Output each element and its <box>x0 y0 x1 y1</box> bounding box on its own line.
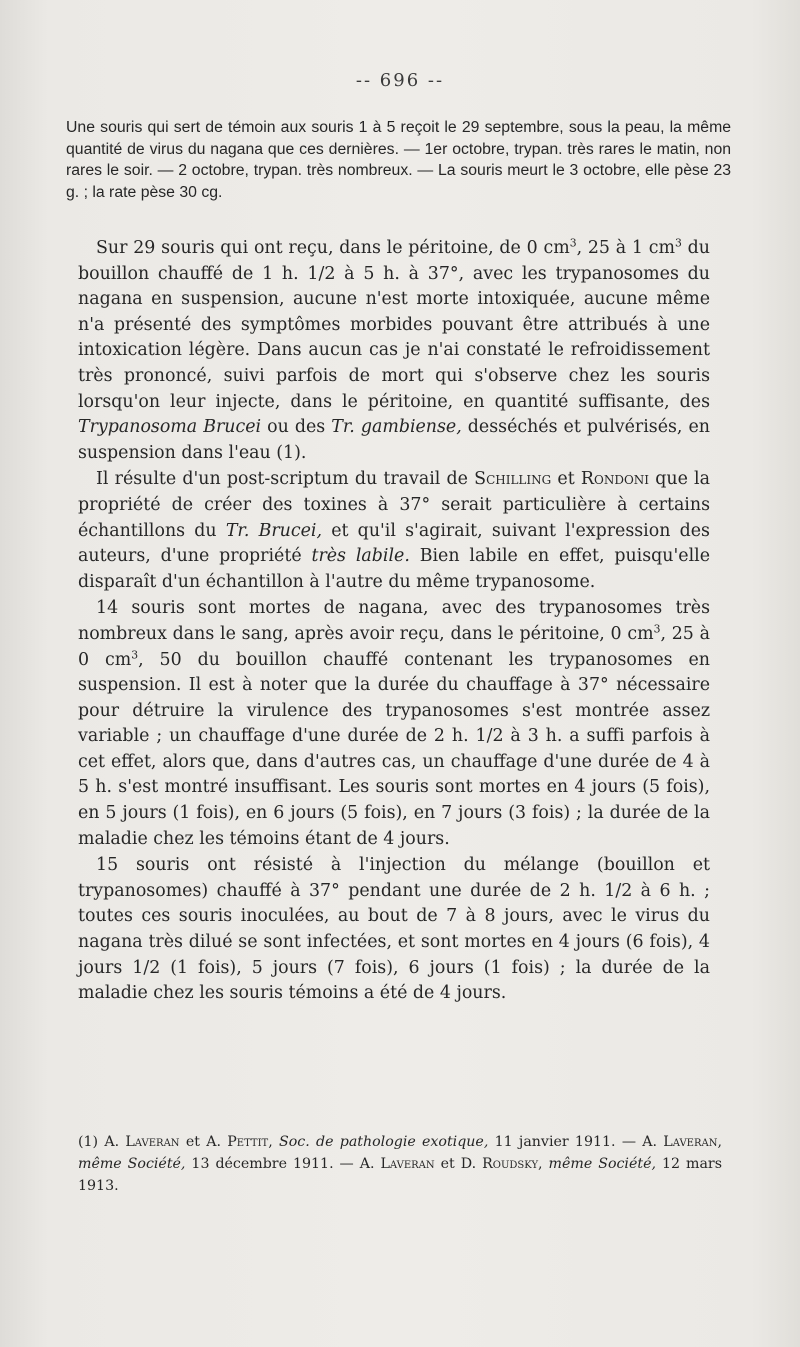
control-mouse-note: Une souris qui sert de témoin aux souris 1 à 5 reçoit le 29 septembre, sous la peau, la même quantité de virus du nagana que ces dernières. — 1er octobre, trypan. très rares le matin, non rares le soir. — 2 octobre, trypan. très nombreux. — La souris meurt le 3 octobre, elle pèse 23 g. ; la rate pèse 30 cg. <box>66 119 732 201</box>
journal-name: même Société, <box>548 1156 656 1172</box>
main-text <box>78 236 710 1007</box>
paragraph-3: 14 souris sont mortes de nagana, avec des trypanosomes très nombreux dans le sang, après avoir reçu, dans le péritoine, 0 $cm^3$, 25 à 0 $cm^3$, 50 du bouillon chauffé contenant les trypanosomes en suspension. Il est à noter que la durée du chauffage à 37° nécessaire pour détruire la virulence des trypanosomes s'est montrée assez variable ; un chauffage d'une durée de 2 h. 1/2 à 3 h. a suffi parfois à cet effet, alors que, dans d'autres cas, un chauffage d'une durée de 4 à 5 h. s'est montré insuffisant. Les souris sont mortes en 4 jours (5 fois), en 5 jours (1 fois), en 6 jours (5 fois), en 7 jours (3 fois) ; la durée de la maladie chez les témoins étant de 4 jours. <box>78 598 710 849</box>
author-name: Rondoni <box>580 469 650 490</box>
paragraph-4: 15 souris ont résisté à l'injection du mélange (bouillon et trypanosomes) chauffé à 37° pendant une durée de 2 h. 1/2 à 6 h. ; toutes ces souris inoculées, au bout de 7 à 8 jours, avec le virus du nagana très dilué se sont infectées, et sont mortes en 4 jours (6 fois), 4 jours 1/2 (1 fois), 5 jours (7 fois), 6 jours (1 fois) ; la durée de la maladie chez les souris témoins a été de 4 jours. <box>78 855 710 1004</box>
journal-name: Soc. de pathologie exotique, <box>279 1134 489 1150</box>
author-name: Laveran <box>380 1156 435 1172</box>
species-name: Trypanosoma Brucei <box>78 417 262 438</box>
species-name: Tr. gambiense, <box>331 417 462 438</box>
species-name: Tr. Brucei, <box>225 520 322 541</box>
paragraph-1: Sur 29 souris qui ont reçu, dans le péritoine, de 0 $cm^3$, 25 à 1 $cm^3$ du bouillon chauffé de 1 h. 1/2 à 5 h. à 37°, avec les trypanosomes du nagana en suspension, aucune n'est morte intoxiquée, aucune même n'a présenté des symptômes morbides pouvant être attribués à une intoxication légère. Dans aucun cas je n'ai constaté le refroidissement très prononcé, suivi parfois de mort qui s'observe chez les souris lorsqu'on leur injecte, dans le péritoine, en quantité suffisante, des Trypanosoma Brucei ou des Tr. gambiense, desséchés et pulvérisés, en suspension dans l'eau (1). <box>78 236 710 463</box>
emphasis: très labile. <box>311 546 410 567</box>
author-name: Laveran <box>663 1134 718 1150</box>
author-name: Roudsky <box>482 1156 539 1172</box>
journal-name: même Société, <box>78 1156 186 1172</box>
footnote: (1) A. Laveran et A. Pettit, Soc. de pathologie exotique, 11 janvier 1911. — A. Laveran, même Société, 13 décembre 1911. — A. Laveran et D. Roudsky, même Société, 12 mars 1913. <box>78 1134 722 1194</box>
paragraph-2: Il résulte d'un post-scriptum du travail de Schilling et Rondoni que la propriété de créer des toxines à 37° serait particulière à certains échantillons du Tr. Brucei, et qu'il s'agirait, suivant l'expression des auteurs, d'une propriété très labile. Bien labile en effet, puisqu'elle disparaît d'un échantillon à l'autre du même trypanosome. <box>78 469 710 592</box>
author-name: Laveran <box>125 1134 180 1150</box>
author-name: Pettit <box>227 1134 269 1150</box>
page-number: -- 696 -- <box>355 70 445 91</box>
author-name: Schilling <box>474 469 552 490</box>
